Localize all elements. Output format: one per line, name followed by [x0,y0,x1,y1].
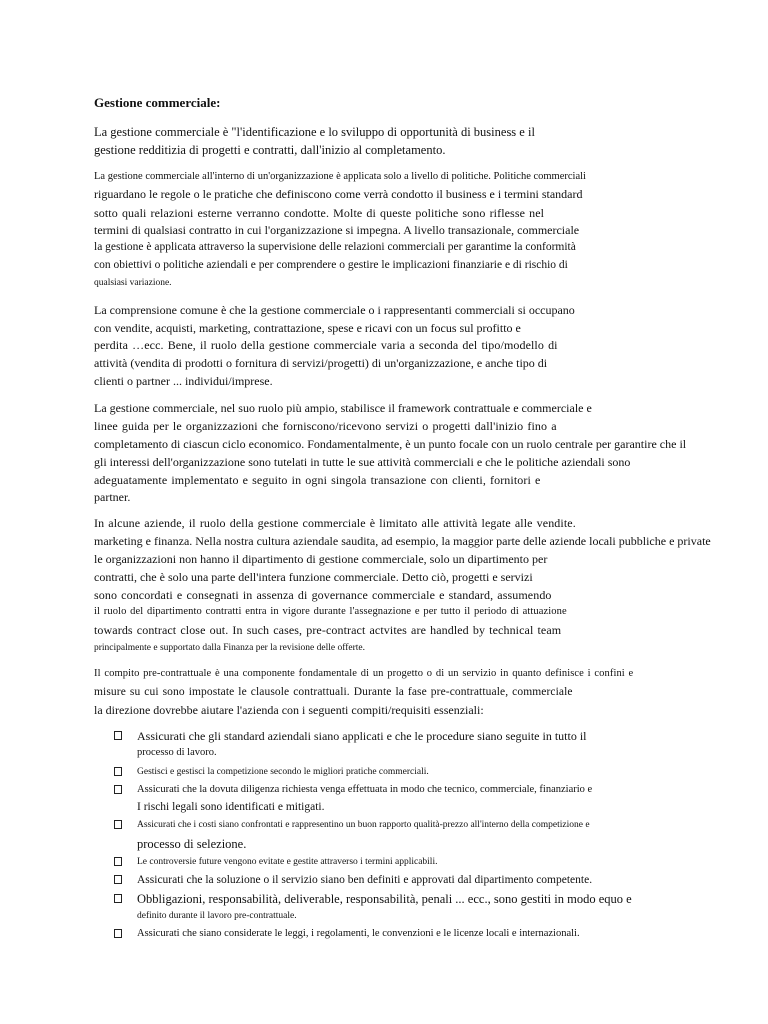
bullet-3-line-1: Assicurati che la dovuta diligenza richiesta venga effettuata in modo che tecnico, commerciale, finanziario e [137,784,593,795]
paragraph4-line-5: adeguatamente implementato e seguito in ogni singola transazione con clienti, fornitori e [94,473,541,487]
bullet-2-line-1: Gestisci e gestisci la competizione secondo le migliori pratiche commerciali. [137,767,429,777]
paragraph6-line-3: la direzione dovrebbe aiutare l'azienda con i seguenti compiti/requisiti essenziali: [94,703,484,717]
bullet-4-line-1: Assicurati che i costi siano confrontati e rappresentino un buon rapporto qualità-prezzo all'interno della competizione e [137,820,590,830]
paragraph2-line-7: qualsiasi variazione. [94,278,172,288]
paragraph6-line-2: misure su cui sono impostate le clausole contrattuali. Durante la fase pre-contrattuale, commerciale [94,686,573,698]
paragraph4-line-3: completamento di ciascun ciclo economico. Fondamentalmente, è un punto focale con un ruolo centrale per garantire che il [94,437,687,451]
paragraph4-line-6: partner. [94,490,131,504]
bullet-3-line-2: I rischi legali sono identificati e mitigati. [137,801,325,813]
paragraph4-line-4: gli interessi dell'organizzazione sono tutelati in tutte le sue attività commerciali e che le politiche aziendali sono [94,455,631,469]
paragraph5-line-7: towards contract close out. In such cases, pre-contract actvites are handled by technical team [94,623,562,637]
paragraph1-line-2: gestione redditizia di progetti e contratti, dall'inizio al completamento. [94,143,446,157]
document-heading: Gestione commerciale: [94,95,221,110]
paragraph2-line-6: con obiettivi o politiche aziendali e per comprendere o gestire le implicazioni finanziarie e di rischio di [94,259,568,271]
paragraph5-line-8: principalmente e supportato dalla Finanza per la revisione delle offerte. [94,643,365,653]
paragraph3-line-2: con vendite, acquisti, marketing, contrattazione, spese e ricavi con un focus sul profitto e [94,321,521,335]
bullet-1-line-2: processo di lavoro. [137,747,217,758]
paragraph3-line-3: perdita …ecc. Bene, il ruolo della gestione commerciale varia a seconda del tipo/modello di [94,338,558,352]
paragraph5-line-6: il ruolo del dipartimento contratti entra in vigore durante l'assegnazione e per tutto il periodo di attuazione [94,606,567,617]
paragraph5-line-1: In alcune aziende, il ruolo della gestione commerciale è limitato alle attività legate alle vendite. [94,516,576,530]
bullet-1-line-1: Assicurati che gli standard aziendali siano applicati e che le procedure siano seguite in tutto il [137,729,587,743]
checkbox-icon [114,875,122,884]
checkbox-icon [114,767,122,776]
paragraph2-line-5: la gestione è applicata attraverso la supervisione delle relazioni commerciali per garantime la conformità [94,241,576,253]
checkbox-icon [114,785,122,794]
bullet-5-line-1: Le controversie future vengono evitate e gestite attraverso i termini applicabili. [137,857,438,867]
paragraph3-line-4: attività (vendita di prodotti o fornitura di servizi/progetti) di un'organizzazione, e anche tipo di [94,356,548,370]
paragraph2-line-2: riguardano le regole o le pratiche che definiscono come verrà condotto il business e i termini standard [94,187,583,201]
paragraph2-line-3: sotto quali relazioni esterne verranno condotte. Molte di queste politiche sono riflesse nel [94,206,545,220]
paragraph5-line-4: contratti, che è solo una parte dell'intera funzione commerciale. Detto ciò, progetti e servizi [94,570,533,584]
paragraph4-line-2: linee guida per le organizzazioni che forniscono/ricevono servizi o progetti dall'inizio fino a [94,419,557,433]
checkbox-icon [114,857,122,866]
paragraph4-line-1: La gestione commerciale, nel suo ruolo più ampio, stabilisce il framework contrattuale e commerciale e [94,401,592,415]
paragraph1-line-1: La gestione commerciale è "l'identificazione e lo sviluppo di opportunità di business e il [94,125,535,139]
paragraph5-line-2: marketing e finanza. Nella nostra cultura aziendale saudita, ad esempio, la maggior parte delle aziende locali pubbliche e private [94,534,711,548]
checkbox-icon [114,731,122,740]
bullet-7-line-2: definito durante il lavoro pre-contrattuale. [137,911,297,921]
paragraph3-line-1: La comprensione comune è che la gestione commerciale o i rappresentanti commerciali si occupano [94,303,575,317]
checkbox-icon [114,820,122,829]
bullet-7-line-1: Obbligazioni, responsabilità, deliverable, responsabilità, penali ... ecc., sono gestiti in modo equo e [137,892,632,906]
paragraph5-line-5: sono concordati e consegnati in assenza di governance commerciale e standard, assumendo [94,588,552,602]
paragraph6-line-1: Il compito pre-contrattuale è una componente fondamentale di un progetto o di un servizio in quanto definisce i confini e [94,668,634,679]
bullet-4-line-2: processo di selezione. [137,837,247,851]
paragraph2-line-1: La gestione commerciale all'interno di un'organizzazione è applicata solo a livello di politiche. Politiche commerciali [94,171,586,182]
checkbox-icon [114,894,122,903]
paragraph3-line-5: clienti o partner ... individui/imprese. [94,374,273,388]
bullet-8-line-1: Assicurati che siano considerate le leggi, i regolamenti, le convenzioni e le licenze locali e internazionali. [137,928,580,939]
bullet-6-line-1: Assicurati che la soluzione o il servizio siano ben definiti e approvati dal dipartimento competente. [137,874,593,886]
paragraph5-line-3: le organizzazioni non hanno il dipartimento di gestione commerciale, solo un dipartimento per [94,552,548,566]
paragraph2-line-4: termini di qualsiasi contratto in cui l'organizzazione si impegna. A livello transazionale, commerciale [94,223,580,237]
checkbox-icon [114,929,122,938]
